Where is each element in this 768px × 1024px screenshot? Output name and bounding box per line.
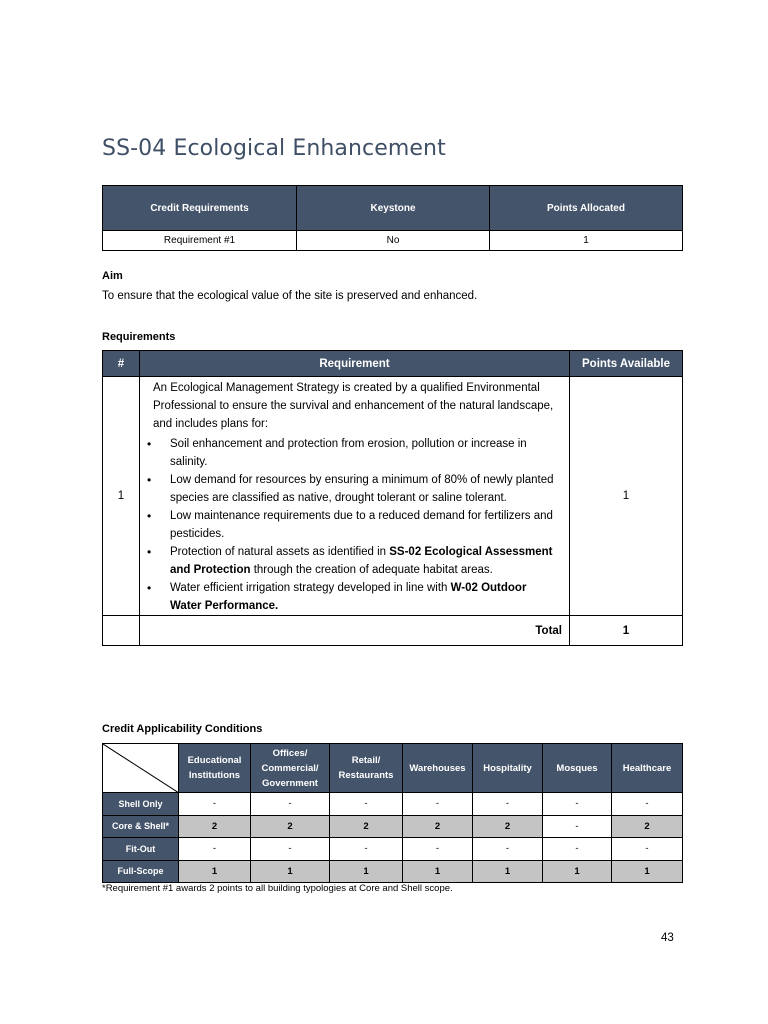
cell-value: - (473, 838, 543, 861)
col-mosques: Mosques (543, 744, 612, 793)
requirements-table (102, 350, 683, 646)
row-label: Full-Scope (103, 860, 179, 883)
cell-value: - (403, 838, 473, 861)
col-label-line: Restaurants (338, 770, 394, 781)
col-offices (251, 744, 330, 793)
empty-cell (103, 616, 140, 646)
cell-value: 2 (403, 815, 473, 838)
row-number: 1 (103, 377, 140, 616)
col-label-line: Retail/ (351, 755, 381, 766)
credit-summary-table (102, 185, 683, 251)
table-row (103, 815, 683, 838)
cell-value: 1 (612, 860, 683, 883)
row-label: Shell Only (103, 793, 179, 816)
applicability-table (102, 743, 683, 883)
cell-value: - (543, 815, 612, 838)
table-row (103, 860, 683, 883)
applicability-heading: Credit Applicability Conditions (102, 723, 263, 735)
cell-value: - (251, 838, 330, 861)
cell-value: 2 (251, 815, 330, 838)
col-healthcare: Healthcare (612, 744, 683, 793)
col-label-line: Educational (187, 755, 242, 766)
row-label: Fit-Out (103, 838, 179, 861)
requirements-header (103, 351, 683, 377)
footnote: *Requirement #1 awards 2 points to all building typologies at Core and Shell scope. (102, 883, 453, 894)
header-keystone: Keystone (297, 186, 490, 231)
list-item (147, 543, 557, 579)
total-value: 1 (570, 616, 683, 646)
cell-value: 1 (403, 860, 473, 883)
bullet-text: Water efficient irrigation strategy developed in line with (170, 582, 451, 594)
aim-text: To ensure that the ecological value of the site is preserved and enhanced. (102, 290, 478, 302)
bullet-text: Low demand for resources by ensuring a minimum of 80% of newly planted species are classified as native, drought tolerant or saline tolerant. (170, 474, 554, 504)
col-retail (330, 744, 403, 793)
col-label-line: Offices/ (272, 747, 308, 759)
points-available-value: 1 (570, 377, 683, 616)
cell-value: 2 (179, 815, 251, 838)
total-label: Total (140, 616, 570, 646)
bullet-icon: • (147, 545, 152, 559)
cell-value: 1 (543, 860, 612, 883)
bullet-text: Soil enhancement and protection from erosion, pollution or increase in salinity. (170, 438, 527, 468)
aim-heading: Aim (102, 270, 123, 282)
cell-value: 2 (612, 815, 683, 838)
cell-value: - (403, 793, 473, 816)
cell-value: - (330, 793, 403, 816)
credit-summary-header (103, 186, 683, 231)
cell-value: - (612, 838, 683, 861)
col-educational (179, 744, 251, 793)
cell-value: 1 (179, 860, 251, 883)
cell-value: 1 (251, 860, 330, 883)
table-row (103, 838, 683, 861)
bullet-text: Protection of natural assets as identified in (170, 546, 390, 558)
table-row (103, 231, 683, 251)
cell-value: 2 (473, 815, 543, 838)
list-item (147, 435, 557, 471)
diagonal-corner-cell (103, 744, 179, 793)
bullet-reference: W-02 Outdoor Water Performance. (170, 582, 527, 612)
header-requirement: Requirement (140, 351, 570, 377)
diagonal-line (103, 744, 179, 793)
keystone-value: No (297, 231, 490, 251)
points-allocated-value: 1 (490, 231, 683, 251)
header-number: # (103, 351, 140, 377)
cell-value: - (473, 793, 543, 816)
cell-value: - (179, 793, 251, 816)
requirement-intro: An Ecological Management Strategy is created by a qualified Environmental Professional to ensure the survival and enhancement of the natural landscape, and includes plans for: (153, 382, 554, 430)
list-item (147, 507, 557, 543)
table-row (103, 377, 683, 616)
col-warehouses: Warehouses (403, 744, 473, 793)
applicability-header (103, 744, 683, 793)
cell-value: - (179, 838, 251, 861)
bullet-text: Low maintenance requirements due to a reduced demand for fertilizers and pesticides. (170, 510, 553, 540)
row-label: Core & Shell* (103, 815, 179, 838)
cell-value: - (543, 793, 612, 816)
col-label-line: Institutions (188, 770, 241, 781)
requirement-description (140, 377, 570, 616)
list-item (147, 471, 557, 507)
col-hospitality: Hospitality (473, 744, 543, 793)
col-label-line: Commercial/ (261, 762, 319, 774)
cell-value: 1 (473, 860, 543, 883)
requirements-heading: Requirements (102, 331, 176, 343)
bullet-icon: • (147, 581, 152, 595)
requirement-name: Requirement #1 (103, 231, 297, 251)
bullet-text: through the creation of adequate habitat areas. (250, 564, 493, 576)
header-points-allocated: Points Allocated (490, 186, 683, 231)
bullet-icon: • (147, 437, 152, 451)
cell-value: 2 (330, 815, 403, 838)
cell-value: 1 (330, 860, 403, 883)
header-points-available: Points Available (570, 351, 683, 377)
header-credit-requirements: Credit Requirements (103, 186, 297, 231)
cell-value: - (612, 793, 683, 816)
list-item (147, 579, 557, 615)
col-label-line: Government (262, 777, 318, 789)
bullet-icon: • (147, 509, 152, 523)
page-number: 43 (661, 932, 674, 944)
cell-value: - (330, 838, 403, 861)
cell-value: - (251, 793, 330, 816)
bullet-reference: SS-02 Ecological Assessment and Protection (170, 546, 553, 576)
total-row (103, 616, 683, 646)
requirement-bullets (147, 435, 557, 615)
bullet-icon: • (147, 473, 152, 487)
cell-value: - (543, 838, 612, 861)
table-row (103, 793, 683, 816)
page-title: SS-04 Ecological Enhancement (102, 136, 446, 161)
